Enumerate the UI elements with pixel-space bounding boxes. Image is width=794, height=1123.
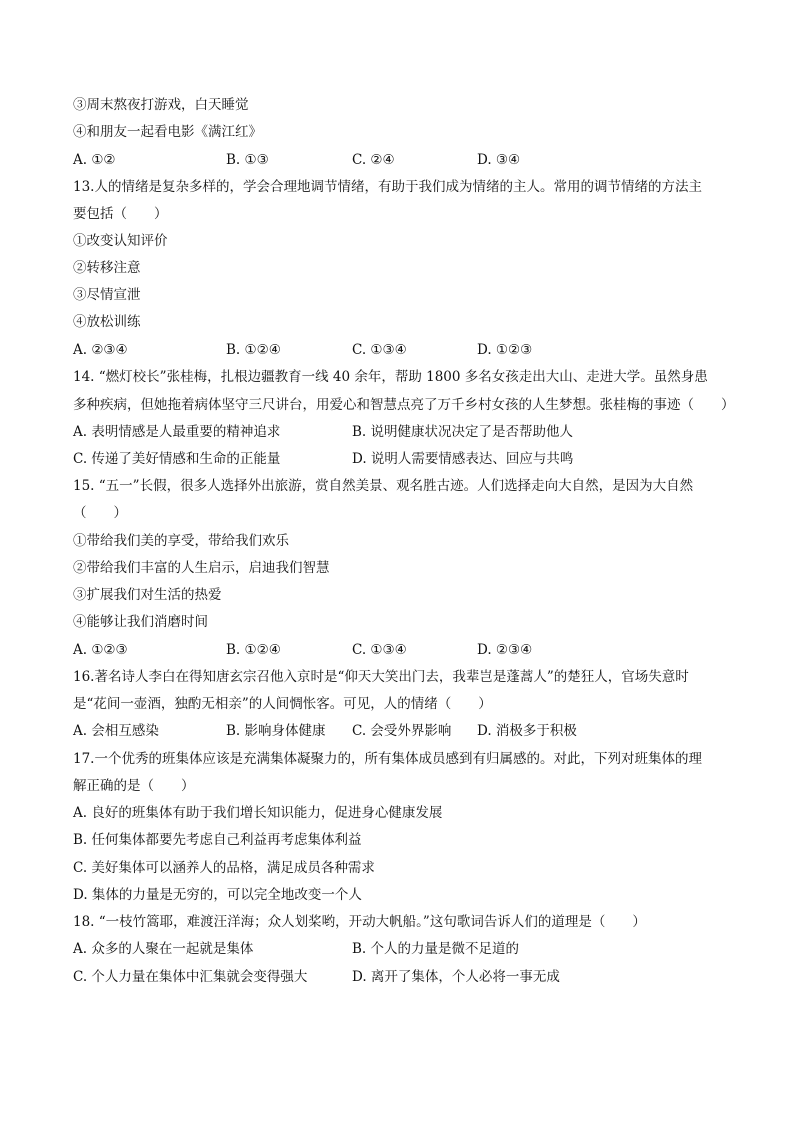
q15-item-4: ④能够让我们消磨时间 xyxy=(73,614,208,630)
q15-option-c[interactable]: C. ①③④ xyxy=(352,642,407,658)
q16-options xyxy=(73,722,733,740)
q12-option-d[interactable]: D. ③④ xyxy=(477,152,521,168)
q13-item-1: ①改变认知评价 xyxy=(73,233,168,249)
q17-option-b[interactable]: B. 任何集体都要先考虑自己利益再考虑集体利益 xyxy=(73,832,362,848)
q15-option-d[interactable]: D. ②③④ xyxy=(477,642,533,658)
q14-option-a[interactable]: A. 表明情感是人最重要的精神追求 xyxy=(73,424,281,440)
q13-option-b[interactable]: B. ①②④ xyxy=(226,342,281,358)
q13-stem-line-1: 13.人的情绪是复杂多样的，学会合理地调节情绪，有助于我们成为情绪的主人。常用的调节情绪的方法主 xyxy=(73,179,702,195)
q12-options xyxy=(73,151,733,169)
q13-option-d[interactable]: D. ①②③ xyxy=(477,342,533,358)
q14-options-row-1 xyxy=(73,423,733,441)
q15-item-3: ③扩展我们对生活的热爱 xyxy=(73,587,222,603)
q18-option-b[interactable]: B. 个人的力量是微不足道的 xyxy=(352,941,520,957)
q16-option-b[interactable]: B. 影响身体健康 xyxy=(226,723,326,739)
q13-item-3: ③尽情宣泄 xyxy=(73,287,141,303)
q17-stem-line-1: 17.一个优秀的班集体应该是充满集体凝聚力的，所有集体成员感到有归属感的。对此，下列对班集体的理 xyxy=(73,751,702,767)
q18-options-row-2 xyxy=(73,968,733,986)
q14-stem-line-2: 多种疾病，但她拖着病体坚守三尺讲台，用爱心和智慧点亮了万千乡村女孩的人生梦想。张桂梅的事迹（ ） xyxy=(73,397,735,413)
q16-option-d[interactable]: D. 消极多于积极 xyxy=(477,723,577,739)
q18-option-a[interactable]: A. 众多的人聚在一起就是集体 xyxy=(73,941,254,957)
q14-option-b[interactable]: B. 说明健康状况决定了是否帮助他人 xyxy=(352,424,574,440)
q15-item-2: ②带给我们丰富的人生启示，启迪我们智慧 xyxy=(73,560,330,576)
q17-option-d[interactable]: D. 集体的力量是无穷的，可以完全地改变一个人 xyxy=(73,887,362,903)
q12-option-c[interactable]: C. ②④ xyxy=(352,152,395,168)
q18-option-c[interactable]: C. 个人力量在集体中汇集就会变得强大 xyxy=(73,969,308,985)
q15-stem-line-1: 15. “五一”长假，很多人选择外出旅游，赏自然美景、观名胜古迹。人们选择走向大自然，是因为大自然 xyxy=(73,478,694,494)
q18-stem-line-1: 18. “一枝竹篙耶，难渡汪洋海；众人划桨哟，开动大帆船。”这句歌词告诉人们的道理是（ ） xyxy=(73,914,646,930)
q15-options xyxy=(73,641,733,659)
q12-option-a[interactable]: A. ①② xyxy=(73,152,116,168)
q15-option-b[interactable]: B. ①②④ xyxy=(226,642,281,658)
q13-options xyxy=(73,341,733,359)
q13-item-2: ②转移注意 xyxy=(73,260,141,276)
q16-option-a[interactable]: A. 会相互感染 xyxy=(73,723,159,739)
q18-option-d[interactable]: D. 离开了集体，个人必将一事无成 xyxy=(352,969,560,985)
q12-item-3: ③周末熬夜打游戏，白天睡觉 xyxy=(73,97,249,113)
q14-stem-line-1: 14. “燃灯校长”张桂梅，扎根边疆教育一线 40 余年，帮助 1800 多名女孩走出大山、走进大学。虽然身患 xyxy=(73,369,708,385)
q18-options-row-1 xyxy=(73,940,733,958)
q17-option-a[interactable]: A. 良好的班集体有助于我们增长知识能力，促进身心健康发展 xyxy=(73,805,443,821)
q16-option-c[interactable]: C. 会受外界影响 xyxy=(352,723,452,739)
q13-item-4: ④放松训练 xyxy=(73,314,141,330)
q12-option-b[interactable]: B. ①③ xyxy=(226,152,269,168)
q15-item-1: ①带给我们美的享受，带给我们欢乐 xyxy=(73,533,289,549)
q13-option-a[interactable]: A. ②③④ xyxy=(73,342,128,358)
q14-options-row-2 xyxy=(73,450,733,468)
q13-option-c[interactable]: C. ①③④ xyxy=(352,342,407,358)
q14-option-c[interactable]: C. 传递了美好情感和生命的正能量 xyxy=(73,451,281,467)
q12-item-4: ④和朋友一起看电影《满江红》 xyxy=(73,124,262,140)
q15-stem-line-2: （ ） xyxy=(73,505,127,521)
q14-option-d[interactable]: D. 说明人需要情感表达、回应与共鸣 xyxy=(352,451,574,467)
q17-stem-line-2: 解正确的是（ ） xyxy=(73,778,195,794)
q15-option-a[interactable]: A. ①②③ xyxy=(73,642,128,658)
q16-stem-line-2: 是“花间一壶酒，独酌无相亲”的人间惆怅客。可见，人的情绪（ ） xyxy=(73,696,492,712)
q16-stem-line-1: 16.著名诗人李白在得知唐玄宗召他入京时是“仰天大笑出门去，我辈岂是蓬蒿人”的楚狂人，官场失意时 xyxy=(73,669,689,685)
q13-stem-line-2: 要包括（ ） xyxy=(73,206,168,222)
q17-option-c[interactable]: C. 美好集体可以涵养人的品格，满足成员各种需求 xyxy=(73,860,375,876)
